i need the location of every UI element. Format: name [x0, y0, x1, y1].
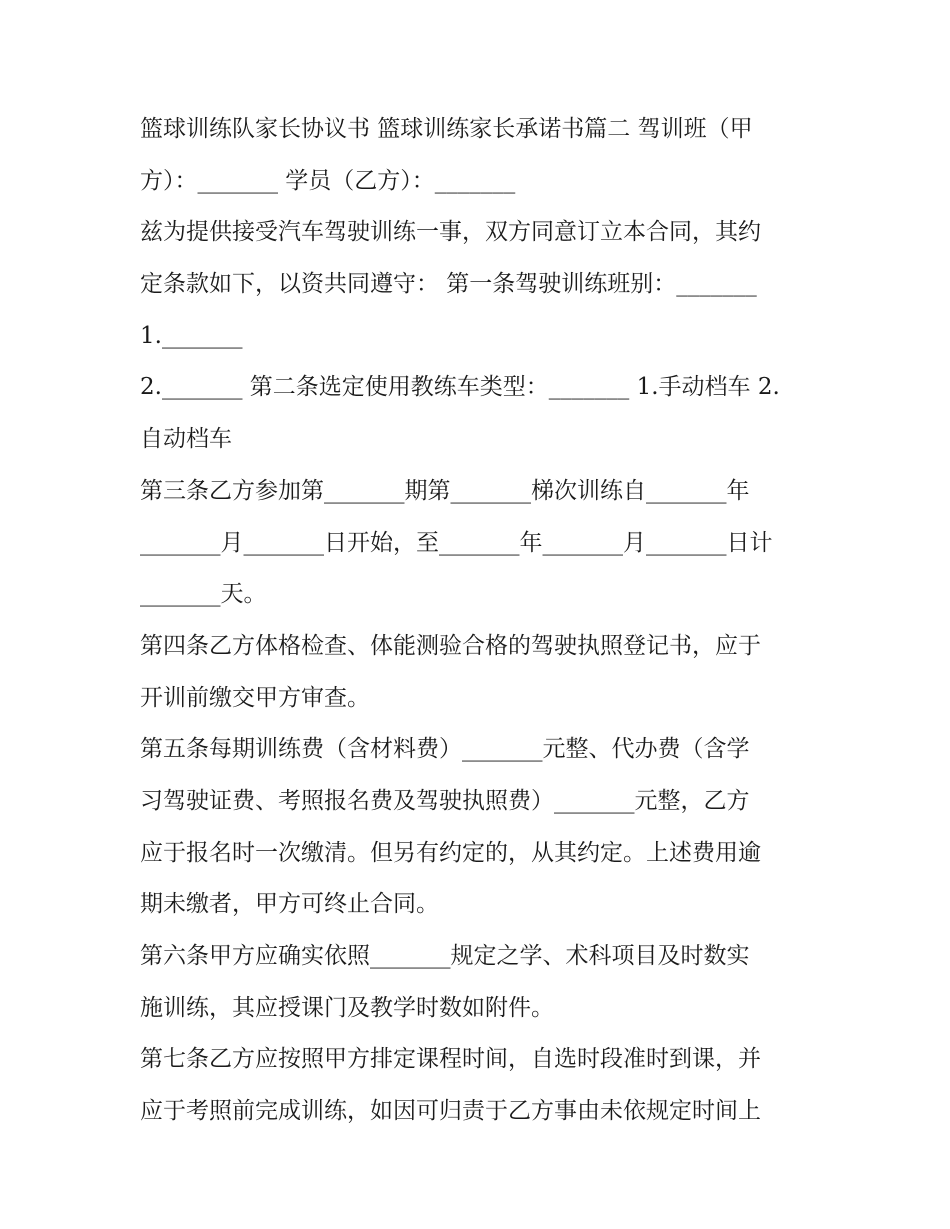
text-line: 开训前缴交甲方审查。	[140, 684, 370, 711]
text-line: _______月_______日开始，至_______年_______月_______日计	[140, 529, 773, 556]
paragraph-article-3	[140, 466, 812, 621]
text-line: 第三条乙方参加第_______期第_______梯次训练自_______年	[140, 477, 750, 504]
text-line: 应于考照前完成训练，如因可归责于乙方事由未依规定时间上	[140, 1098, 761, 1125]
text-line: 2._______ 第二条选定使用教练车类型：_______ 1.手动档车 2.	[140, 374, 780, 401]
text-line: 兹为提供接受汽车驾驶训练一事，双方同意订立本合同，其约	[140, 219, 761, 246]
text-line: _______天。	[140, 581, 267, 608]
paragraph-article-7	[140, 1034, 812, 1137]
text-line: 习驾驶证费、考照报名费及驾驶执照费）_______元整，乙方	[140, 787, 750, 814]
paragraph-article-2	[140, 362, 812, 465]
paragraph-title-parties	[140, 104, 812, 207]
text-line: 方）：_______ 学员（乙方）：_______	[140, 167, 516, 194]
text-line: 第五条每期训练费（含材料费）_______元整、代办费（含学	[140, 736, 750, 763]
text-line: 施训练，其应授课门及教学时数如附件。	[140, 994, 554, 1021]
text-line: 应于报名时一次缴清。但另有约定的，从其约定。上述费用逾	[140, 839, 761, 866]
text-line: 第七条乙方应按照甲方排定课程时间，自选时段准时到课，并	[140, 1046, 761, 1073]
text-line: 第四条乙方体格检查、体能测验合格的驾驶执照登记书，应于	[140, 632, 761, 659]
paragraph-article-4	[140, 621, 812, 724]
paragraph-article-5	[140, 724, 812, 931]
paragraph-article-6	[140, 931, 812, 1034]
text-line: 第六条甲方应确实依照_______规定之学、术科项目及时数实	[140, 943, 750, 969]
document-body	[140, 104, 812, 1138]
text-line: 篮球训练队家长协议书 篮球训练家长承诺书篇二 驾训班（甲	[140, 116, 753, 142]
text-line: 自动档车	[140, 426, 232, 453]
text-line: 期未缴者，甲方可终止合同。	[140, 891, 439, 918]
paragraph-preamble-article-1	[140, 207, 812, 362]
text-line: 定条款如下，以资共同遵守： 第一条驾驶训练班别：_______	[140, 271, 757, 298]
text-line: 1._______	[140, 322, 243, 349]
